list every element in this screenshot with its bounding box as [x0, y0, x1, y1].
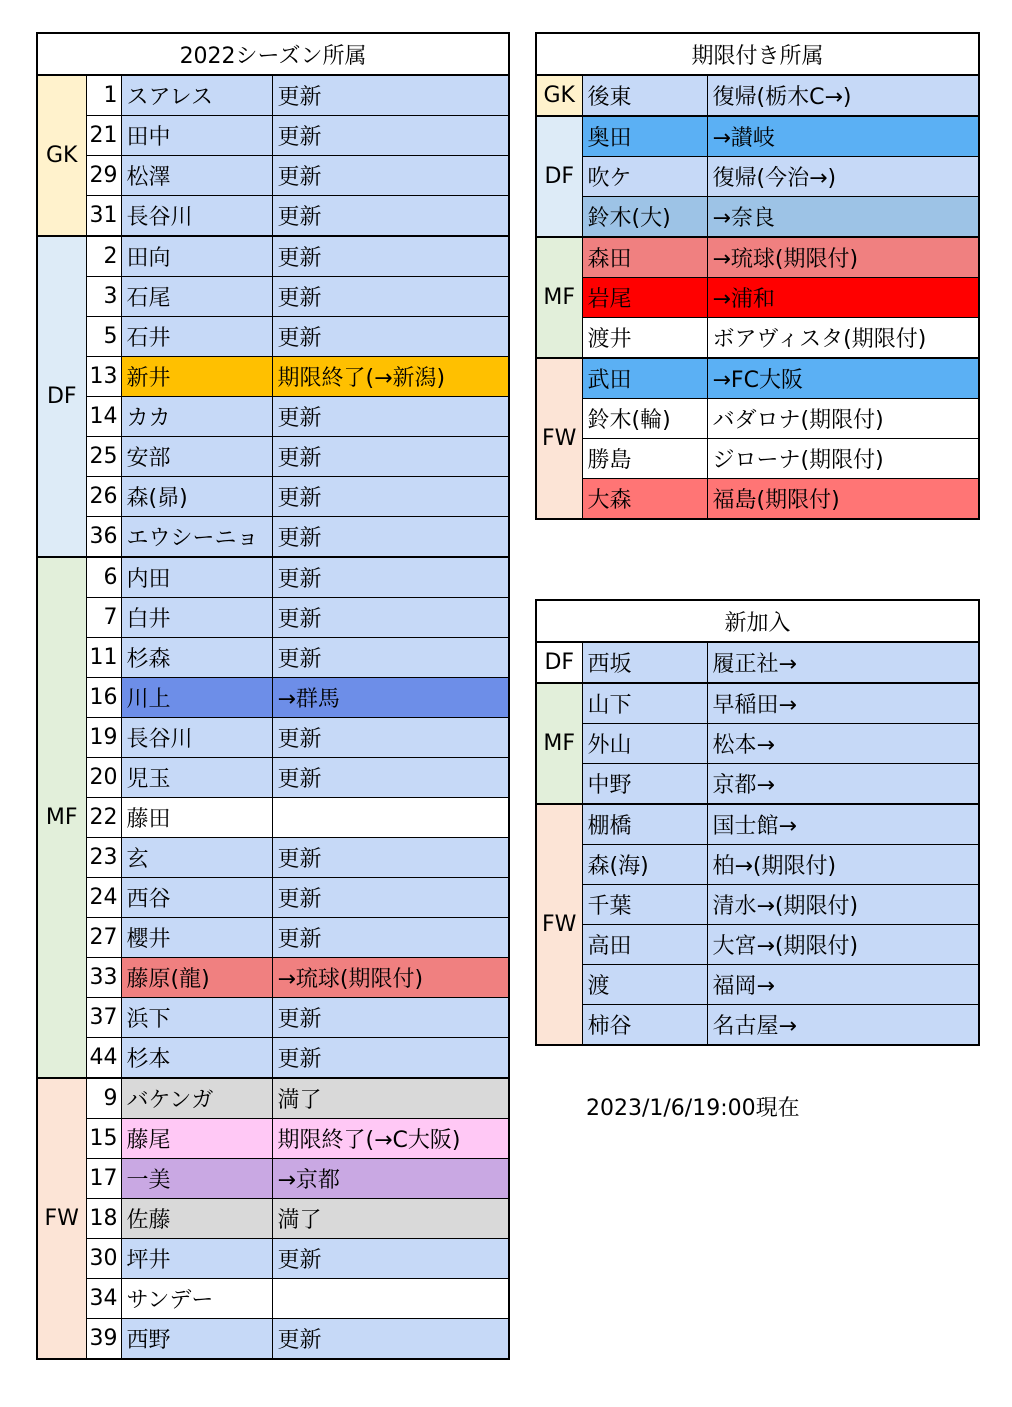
player-status: 更新	[272, 557, 509, 598]
player-name: 石尾	[121, 277, 272, 317]
player-status: →琉球(期限付)	[707, 237, 979, 278]
player-number: 31	[86, 196, 121, 237]
player-status: 更新	[272, 236, 509, 277]
player-number: 33	[86, 958, 121, 998]
player-status: 名古屋→	[707, 1005, 979, 1046]
table-row	[536, 683, 979, 724]
player-name: 玄	[121, 838, 272, 878]
player-name: 棚橋	[582, 804, 707, 845]
player-number: 11	[86, 638, 121, 678]
loan-table	[535, 32, 980, 520]
player-number: 5	[86, 317, 121, 357]
player-status: 復帰(今治→)	[707, 157, 979, 197]
table-row	[37, 1119, 509, 1159]
player-status: 更新	[272, 317, 509, 357]
player-name: 杉森	[121, 638, 272, 678]
player-status: 柏→(期限付)	[707, 845, 979, 885]
player-number: 30	[86, 1239, 121, 1279]
player-name: 石井	[121, 317, 272, 357]
player-status	[272, 1279, 509, 1319]
table-row	[37, 838, 509, 878]
table-row	[536, 764, 979, 805]
player-name: 後東	[582, 75, 707, 116]
player-number: 3	[86, 277, 121, 317]
table-row	[37, 477, 509, 517]
roster-2022-title: 2022シーズン所属	[37, 33, 509, 75]
player-number: 23	[86, 838, 121, 878]
player-name: 鈴木(大)	[582, 197, 707, 238]
player-status: 清水→(期限付)	[707, 885, 979, 925]
player-name: 大森	[582, 479, 707, 520]
player-name: サンデー	[121, 1279, 272, 1319]
table-row	[37, 75, 509, 116]
player-number: 44	[86, 1038, 121, 1079]
player-status: 更新	[272, 758, 509, 798]
player-status: →FC大阪	[707, 358, 979, 399]
player-status: 更新	[272, 397, 509, 437]
position-label: FW	[536, 804, 582, 1045]
position-label: FW	[37, 1078, 86, 1359]
player-number: 18	[86, 1199, 121, 1239]
table-row	[37, 156, 509, 196]
table-row	[37, 918, 509, 958]
table-row	[37, 236, 509, 277]
table-row	[37, 1038, 509, 1079]
table-row	[37, 116, 509, 156]
table-row	[536, 925, 979, 965]
table-row	[37, 1078, 509, 1119]
player-name: 武田	[582, 358, 707, 399]
player-status: 更新	[272, 918, 509, 958]
player-number: 13	[86, 357, 121, 397]
player-number: 2	[86, 236, 121, 277]
new-signings-table	[535, 599, 980, 1046]
as-of-timestamp: 2023/1/6/19:00現在	[586, 1096, 800, 1121]
player-number: 26	[86, 477, 121, 517]
position-label: DF	[536, 642, 582, 683]
player-status	[272, 798, 509, 838]
table-row	[37, 397, 509, 437]
player-name: 浜下	[121, 998, 272, 1038]
table-row	[536, 197, 979, 238]
table-row	[536, 965, 979, 1005]
player-status: ボアヴィスタ(期限付)	[707, 318, 979, 359]
player-name: 新井	[121, 357, 272, 397]
loan-title: 期限付き所属	[536, 33, 979, 75]
player-number: 36	[86, 517, 121, 558]
player-number: 39	[86, 1319, 121, 1360]
table-row	[37, 798, 509, 838]
player-name: 川上	[121, 678, 272, 718]
player-number: 7	[86, 598, 121, 638]
table-row	[536, 724, 979, 764]
player-name: 坪井	[121, 1239, 272, 1279]
table-row	[37, 678, 509, 718]
player-status: 更新	[272, 477, 509, 517]
player-name: 藤田	[121, 798, 272, 838]
player-status: 更新	[272, 838, 509, 878]
player-name: 森(昴)	[121, 477, 272, 517]
table-row	[536, 439, 979, 479]
player-name: 森(海)	[582, 845, 707, 885]
table-row	[536, 479, 979, 520]
player-name: 千葉	[582, 885, 707, 925]
table-row	[37, 878, 509, 918]
table-row	[37, 357, 509, 397]
table-row	[536, 318, 979, 359]
player-status: 復帰(栃木C→)	[707, 75, 979, 116]
roster-2022-table	[36, 32, 510, 1360]
player-status: →琉球(期限付)	[272, 958, 509, 998]
player-status: 更新	[272, 878, 509, 918]
player-status: 更新	[272, 998, 509, 1038]
table-row	[37, 1159, 509, 1199]
player-status: 福岡→	[707, 965, 979, 1005]
player-status: 期限終了(→C大阪)	[272, 1119, 509, 1159]
player-name: 藤原(龍)	[121, 958, 272, 998]
position-label: FW	[536, 358, 582, 519]
player-name: 安部	[121, 437, 272, 477]
player-number: 14	[86, 397, 121, 437]
player-number: 17	[86, 1159, 121, 1199]
player-number: 25	[86, 437, 121, 477]
player-status: 国士館→	[707, 804, 979, 845]
player-status: バダロナ(期限付)	[707, 399, 979, 439]
player-name: 鈴木(輪)	[582, 399, 707, 439]
player-number: 27	[86, 918, 121, 958]
player-name: 白井	[121, 598, 272, 638]
player-name: 吹ケ	[582, 157, 707, 197]
player-status: 更新	[272, 196, 509, 237]
player-number: 24	[86, 878, 121, 918]
player-number: 37	[86, 998, 121, 1038]
player-name: スアレス	[121, 75, 272, 116]
player-status: →群馬	[272, 678, 509, 718]
table-row	[536, 804, 979, 845]
player-name: 中野	[582, 764, 707, 805]
position-label: DF	[37, 236, 86, 557]
player-number: 9	[86, 1078, 121, 1119]
player-number: 34	[86, 1279, 121, 1319]
table-row	[37, 317, 509, 357]
player-status: ジローナ(期限付)	[707, 439, 979, 479]
player-status: 満了	[272, 1199, 509, 1239]
position-label: GK	[37, 75, 86, 236]
player-status: 更新	[272, 517, 509, 558]
table-row	[536, 358, 979, 399]
player-status: 更新	[272, 437, 509, 477]
position-label: GK	[536, 75, 582, 116]
player-name: 山下	[582, 683, 707, 724]
player-status: 更新	[272, 277, 509, 317]
player-name: 西谷	[121, 878, 272, 918]
table-row	[536, 75, 979, 116]
player-name: カカ	[121, 397, 272, 437]
player-status: 更新	[272, 116, 509, 156]
player-name: 長谷川	[121, 196, 272, 237]
player-status: →浦和	[707, 278, 979, 318]
player-status: 更新	[272, 718, 509, 758]
player-number: 6	[86, 557, 121, 598]
player-name: 田中	[121, 116, 272, 156]
player-status: 更新	[272, 638, 509, 678]
player-number: 21	[86, 116, 121, 156]
table-row	[37, 598, 509, 638]
player-status: →京都	[272, 1159, 509, 1199]
player-status: 履正社→	[707, 642, 979, 683]
player-status: 京都→	[707, 764, 979, 805]
new-signings-title: 新加入	[536, 600, 979, 642]
table-row	[37, 718, 509, 758]
player-status: 大宮→(期限付)	[707, 925, 979, 965]
position-label: MF	[37, 557, 86, 1078]
table-row	[37, 517, 509, 558]
player-name: 松澤	[121, 156, 272, 196]
player-name: エウシーニョ	[121, 517, 272, 558]
player-status: 更新	[272, 75, 509, 116]
player-number: 19	[86, 718, 121, 758]
table-row	[37, 1279, 509, 1319]
player-name: 杉本	[121, 1038, 272, 1079]
player-name: 奥田	[582, 116, 707, 157]
table-row	[37, 1319, 509, 1360]
player-status: 更新	[272, 598, 509, 638]
table-row	[37, 758, 509, 798]
player-number: 22	[86, 798, 121, 838]
table-row	[37, 437, 509, 477]
player-name: 櫻井	[121, 918, 272, 958]
table-row	[37, 638, 509, 678]
player-name: 児玉	[121, 758, 272, 798]
player-name: 柿谷	[582, 1005, 707, 1046]
table-row	[37, 277, 509, 317]
table-row	[37, 958, 509, 998]
player-status: 早稲田→	[707, 683, 979, 724]
player-status: 期限終了(→新潟)	[272, 357, 509, 397]
table-row	[37, 196, 509, 237]
player-name: 長谷川	[121, 718, 272, 758]
table-row	[536, 845, 979, 885]
player-status: 更新	[272, 156, 509, 196]
player-status: 松本→	[707, 724, 979, 764]
player-status: 福島(期限付)	[707, 479, 979, 520]
player-status: →奈良	[707, 197, 979, 238]
table-row	[37, 998, 509, 1038]
player-status: 満了	[272, 1078, 509, 1119]
player-name: 渡井	[582, 318, 707, 359]
player-name: 佐藤	[121, 1199, 272, 1239]
player-name: 岩尾	[582, 278, 707, 318]
player-number: 29	[86, 156, 121, 196]
table-row	[37, 1199, 509, 1239]
player-number: 20	[86, 758, 121, 798]
player-status: 更新	[272, 1038, 509, 1079]
player-name: 高田	[582, 925, 707, 965]
player-status: 更新	[272, 1319, 509, 1360]
table-row	[536, 278, 979, 318]
player-name: 一美	[121, 1159, 272, 1199]
table-row	[536, 116, 979, 157]
player-name: 田向	[121, 236, 272, 277]
player-name: 内田	[121, 557, 272, 598]
table-row	[37, 557, 509, 598]
player-name: 藤尾	[121, 1119, 272, 1159]
player-status: 更新	[272, 1239, 509, 1279]
player-status: →讃岐	[707, 116, 979, 157]
player-name: 渡	[582, 965, 707, 1005]
player-name: 森田	[582, 237, 707, 278]
player-name: 西野	[121, 1319, 272, 1360]
player-name: 勝島	[582, 439, 707, 479]
player-name: 外山	[582, 724, 707, 764]
table-row	[536, 237, 979, 278]
player-name: バケンガ	[121, 1078, 272, 1119]
player-name: 西坂	[582, 642, 707, 683]
table-row	[37, 1239, 509, 1279]
player-number: 1	[86, 75, 121, 116]
position-label: MF	[536, 237, 582, 358]
player-number: 15	[86, 1119, 121, 1159]
position-label: DF	[536, 116, 582, 237]
table-row	[536, 157, 979, 197]
table-row	[536, 1005, 979, 1046]
position-label: MF	[536, 683, 582, 804]
table-row	[536, 885, 979, 925]
player-number: 16	[86, 678, 121, 718]
table-row	[536, 399, 979, 439]
table-row	[536, 642, 979, 683]
